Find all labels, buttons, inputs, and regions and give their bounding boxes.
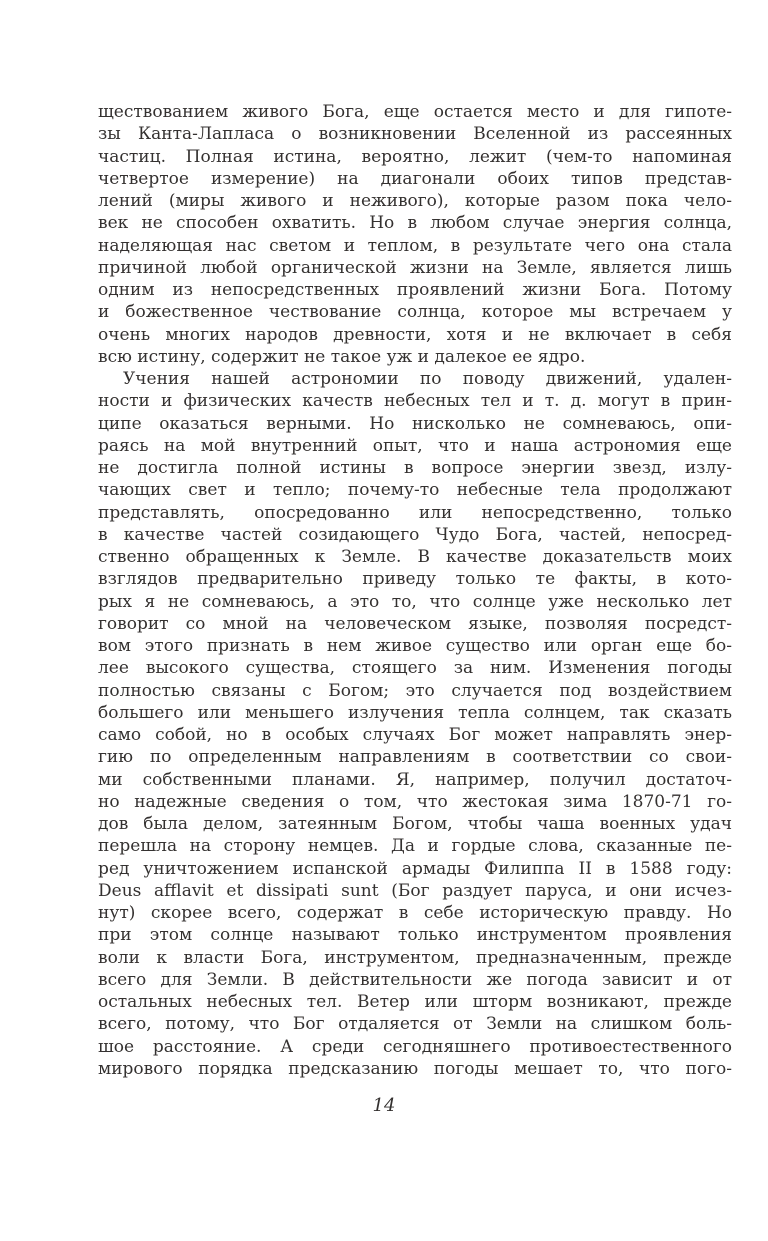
- text-line: зы Канта-Лапласа о возникновении Вселенной из рассеянных: [98, 124, 732, 145]
- text-line: всю истину, содержит не такое уж и далекое ее ядро.: [98, 346, 586, 367]
- text-line: в качестве частей созидающего Чудо Бога, частей, непосред-: [98, 524, 732, 545]
- text-line: ми собственными планами. Я, например, получил достаточ-: [98, 769, 732, 790]
- text-line: большего или меньшего излучения тепла солнцем, так сказать: [98, 702, 732, 723]
- text-line: не достигла полной истины в вопросе энергии звезд, излу-: [98, 458, 732, 478]
- text-line: шое расстояние. А среди сегодняшнего противоестественного: [98, 1036, 732, 1057]
- text-line: мирового порядка предсказанию погоды мешает то, что пого-: [98, 1058, 732, 1079]
- text-line: вом этого признать в нем живое существо или орган еще бо-: [98, 636, 732, 656]
- text-line: перешла на сторону немцев. Да и гордые слова, сказанные пе-: [98, 836, 732, 857]
- text-line: само собой, но в особых случаях Бог может направлять энер-: [98, 725, 732, 745]
- text-line: рых я не сомневаюсь, а это то, что солнце уже несколько лет: [98, 591, 732, 612]
- paragraph: [98, 101, 732, 368]
- text-line: ред уничтожением испанской армады Филиппа II в 1588 году:: [98, 858, 732, 879]
- text-line: дов была делом, затеянным Богом, чтобы чаша военных удач: [98, 814, 732, 834]
- text-line: ности и физических качеств небесных тел и т. д. могут в прин-: [98, 391, 732, 412]
- text-line: но надежные сведения о том, что жестокая зима 1870-71 го-: [98, 791, 732, 812]
- text-line: причиной любой органической жизни на Земле, является лишь: [98, 257, 732, 278]
- text-line: ственно обращенных к Земле. В качестве доказательств моих: [98, 547, 732, 567]
- text-line: Deus afflavit et dissipati sunt (Бог раздует паруса, и они исчез-: [98, 880, 732, 901]
- text-line: говорит со мной на человеческом языке, позволяя посредст-: [98, 613, 732, 634]
- text-line: и божественное чествование солнца, которое мы встречаем у: [98, 302, 732, 323]
- text-line: ществованием живого Бога, еще остается место и для гипоте-: [98, 102, 732, 122]
- text-line: полностью связаны с Богом; это случается под воздействием: [98, 680, 732, 701]
- text-line: воли к власти Бога, инструментом, предназначенным, прежде: [98, 947, 732, 968]
- text-line: при этом солнце называют только инструментом проявления: [98, 925, 732, 946]
- text-line: всего для Земли. В действительности же погода зависит и от: [98, 969, 732, 990]
- text-block: [98, 101, 732, 1080]
- text-line: гию по определенным направлениям в соответствии со свои-: [98, 747, 732, 768]
- text-line: всего, потому, что Бог отдаляется от Земли на слишком боль-: [98, 1014, 732, 1035]
- text-line: век не способен охватить. Но в любом случае энергия солнца,: [98, 213, 732, 234]
- text-line: ципе оказаться верными. Но нисколько не сомневаюсь, опи-: [98, 413, 732, 434]
- text-line: наделяющая нас светом и теплом, в результате чего она стала: [98, 235, 732, 256]
- text-line: четвертое измерение) на диагонали обоих типов представ-: [98, 168, 732, 189]
- text-line: представлять, опосредованно или непосредственно, только: [98, 502, 732, 523]
- text-line: остальных небесных тел. Ветер или шторм возникают, прежде: [98, 992, 732, 1012]
- text-line: Учения нашей астрономии по поводу движений, удален-: [123, 369, 732, 389]
- text-line: взглядов предварительно приведу только те факты, в кото-: [98, 569, 732, 590]
- text-line: одним из непосредственных проявлений жизни Бога. Потому: [98, 280, 732, 300]
- text-line: раясь на мой внутренний опыт, что и наша астрономия еще: [98, 435, 732, 456]
- text-line: лее высокого существа, стоящего за ним. Изменения погоды: [98, 658, 732, 679]
- text-line: чающих свет и тепло; почему-то небесные тела продолжают: [98, 480, 732, 501]
- paragraph: [98, 368, 732, 1080]
- text-line: частиц. Полная истина, вероятно, лежит (чем-то напоминая: [98, 146, 732, 167]
- text-line: нут) скорее всего, содержат в себе историческую правду. Но: [98, 903, 732, 923]
- page-number: 14: [372, 1095, 396, 1116]
- text-line: лений (миры живого и неживого), которые разом пока чело-: [98, 191, 732, 211]
- text-line: очень многих народов древности, хотя и не включает в себя: [98, 324, 732, 345]
